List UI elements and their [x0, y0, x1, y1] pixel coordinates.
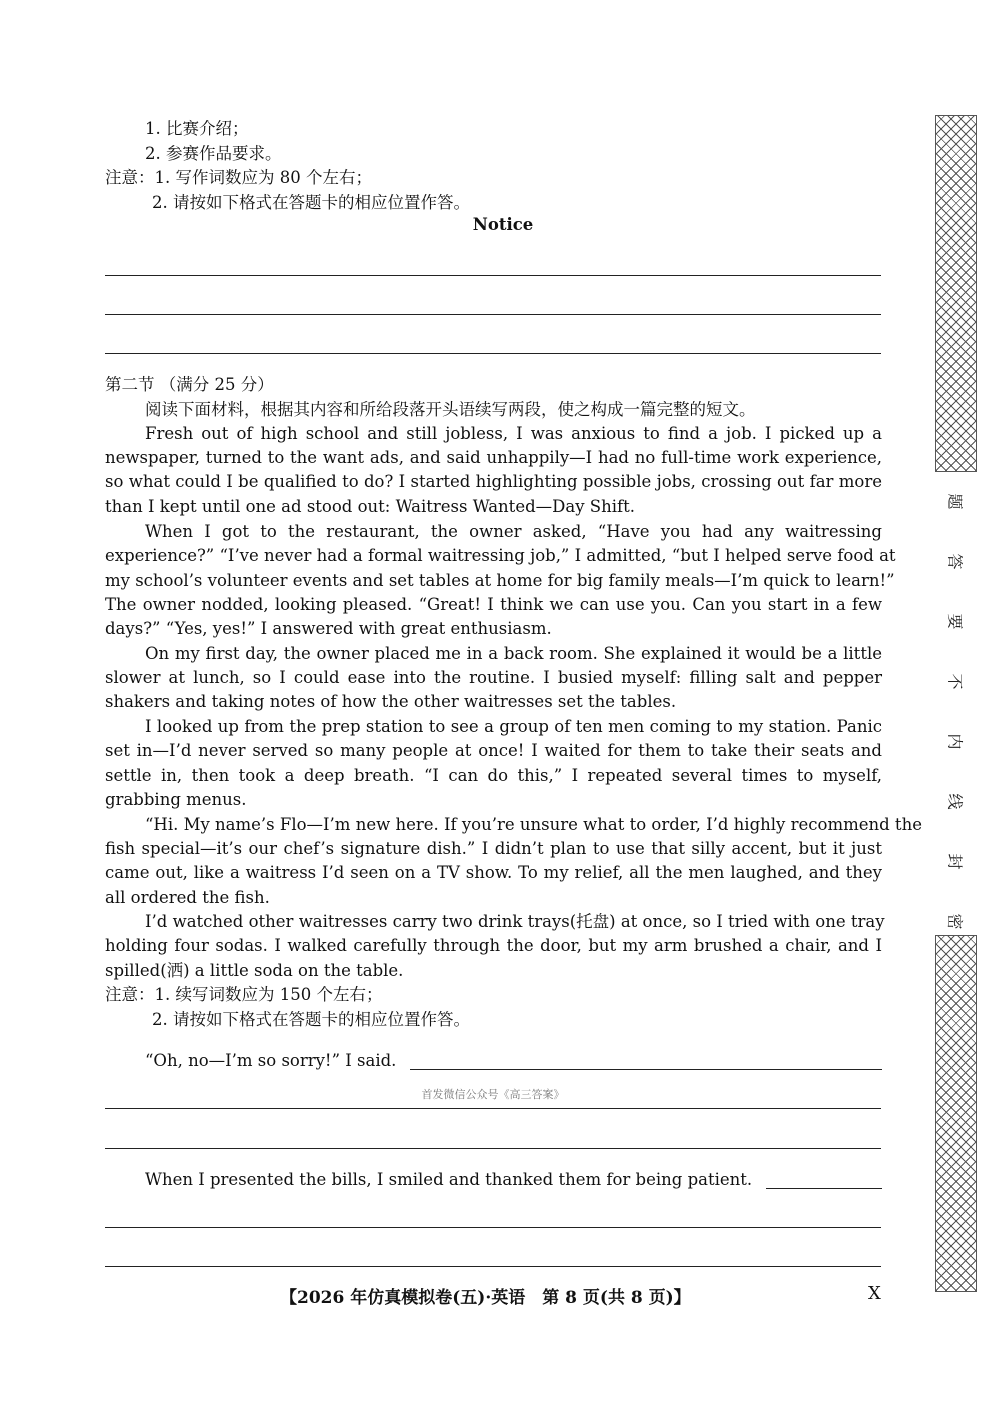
passage-line: Fresh out of high school and still jobless, I was anxious to find a job. I picked up a: [145, 424, 882, 443]
note-2: 2. 请按如下格式在答题卡的相应位置作答。: [152, 193, 470, 212]
notice-item-1: 1. 比赛介绍；: [145, 119, 249, 138]
notes-row-2: [105, 983, 882, 1007]
binding-notice: [945, 490, 967, 933]
passage-line: set in—I’d never served so many people at once! I waited for them to take their seats and: [105, 741, 882, 760]
para2-start: [105, 1166, 882, 1189]
para1-lead: “Oh, no—I’m so sorry!” I said.: [145, 1051, 397, 1070]
answer-line[interactable]: [766, 1166, 882, 1189]
notes-row-1: [105, 166, 882, 190]
binding-char: 答: [945, 553, 965, 570]
passage-line: settle in, then took a deep breath. “I can do this,” I repeated several times to myself,: [105, 766, 882, 785]
passage-line: all ordered the fish.: [105, 888, 270, 907]
passage-line: my school’s volunteer events and set tables at home for big family meals—I’m quick to learn!”: [105, 571, 895, 590]
passage-line: “Hi. My name’s Flo—I’m new here. If you’re unsure what to order, I’d highly recommend the: [145, 815, 922, 834]
passage-line: grabbing menus.: [105, 790, 247, 809]
passage-line: so what could I be qualified to do? I started highlighting possible jobs, crossing out far more: [105, 472, 882, 491]
passage-line: I’d watched other waitresses carry two drink trays(托盘) at once, so I tried with one tray: [145, 912, 885, 931]
passage-line: slower at lunch, so I could ease into the routine. I busied myself: filling salt and pepper: [105, 668, 882, 687]
passage-line: holding four sodas. I walked carefully through the door, but my arm brushed a chair, and I: [105, 936, 882, 955]
page-footer: 【2026 年仿真模拟卷(五)·英语 第 8 页(共 8 页)】: [280, 1288, 691, 1308]
passage-line: spilled(洒) a little soda on the table.: [105, 961, 404, 980]
binding-char: 密: [945, 913, 965, 930]
answer-line[interactable]: [105, 314, 881, 315]
binding-pattern: [935, 115, 977, 472]
passage-line: fish special—it’s our chef’s signature dish.” I didn’t plan to use that silly accent, but it just: [105, 839, 882, 858]
passage-line: The owner nodded, looking pleased. “Great! I think we can use you. Can you start in a few: [105, 595, 882, 614]
binding-char: 封: [945, 853, 965, 870]
passage-line: days?” “Yes, yes!” I answered with great enthusiasm.: [105, 619, 552, 638]
binding-pattern: [935, 935, 977, 1292]
note-1: 1. 续写词数应为 150 个左右；: [154, 985, 383, 1004]
section2-heading: 第二节 （满分 25 分）: [105, 375, 274, 394]
passage-line: experience?” “I’ve never had a formal waitressing job,” I admitted, “but I helped serve food at: [105, 546, 896, 565]
passage-line: On my first day, the owner placed me in a back room. She explained it would be a little: [145, 644, 882, 663]
passage-line: came out, like a waitress I’d seen on a TV show. To my relief, all the men laughed, and they: [105, 863, 882, 882]
binding-char: 线: [945, 793, 965, 810]
watermark: 首发微信公众号《高三答案》: [421, 1088, 565, 1101]
binding-char: 要: [945, 613, 965, 630]
note-1: 1. 写作词数应为 80 个左右；: [154, 168, 372, 187]
notice-title: Notice: [472, 215, 534, 234]
answer-line[interactable]: [105, 1108, 881, 1109]
binding-char: 内: [945, 733, 965, 750]
passage-line: than I kept until one ad stood out: Waitress Wanted—Day Shift.: [105, 497, 635, 516]
para1-start: [105, 1047, 882, 1070]
passage-line: When I got to the restaurant, the owner asked, “Have you had any waitressing: [145, 522, 882, 541]
passage-line: I looked up from the prep station to see a group of ten men coming to my station. Panic: [145, 717, 882, 736]
notice-item-2: 2. 参赛作品要求。: [145, 144, 282, 163]
answer-line[interactable]: [105, 1148, 881, 1149]
answer-line[interactable]: [105, 353, 881, 354]
answer-line[interactable]: [105, 275, 881, 276]
passage-line: newspaper, turned to the want ads, and said unhappily—I had no full-time work experience,: [105, 448, 882, 467]
note-2: 2. 请按如下格式在答题卡的相应位置作答。: [152, 1010, 470, 1029]
answer-line[interactable]: [105, 1227, 881, 1228]
paper-mark: X: [868, 1283, 881, 1304]
passage-line: shakers and taking notes of how the other waitresses set the tables.: [105, 692, 677, 711]
binding-char: 题: [945, 493, 965, 510]
notes-label: 注意：: [105, 168, 155, 187]
notes-label: 注意：: [105, 985, 155, 1004]
answer-line[interactable]: [410, 1047, 882, 1070]
section2-instruction: 阅读下面材料，根据其内容和所给段落开头语续写两段，使之构成一篇完整的短文。: [145, 400, 756, 419]
binding-char: 不: [945, 673, 965, 690]
para2-lead: When I presented the bills, I smiled and thanked them for being patient.: [145, 1170, 753, 1189]
answer-line[interactable]: [105, 1266, 881, 1267]
